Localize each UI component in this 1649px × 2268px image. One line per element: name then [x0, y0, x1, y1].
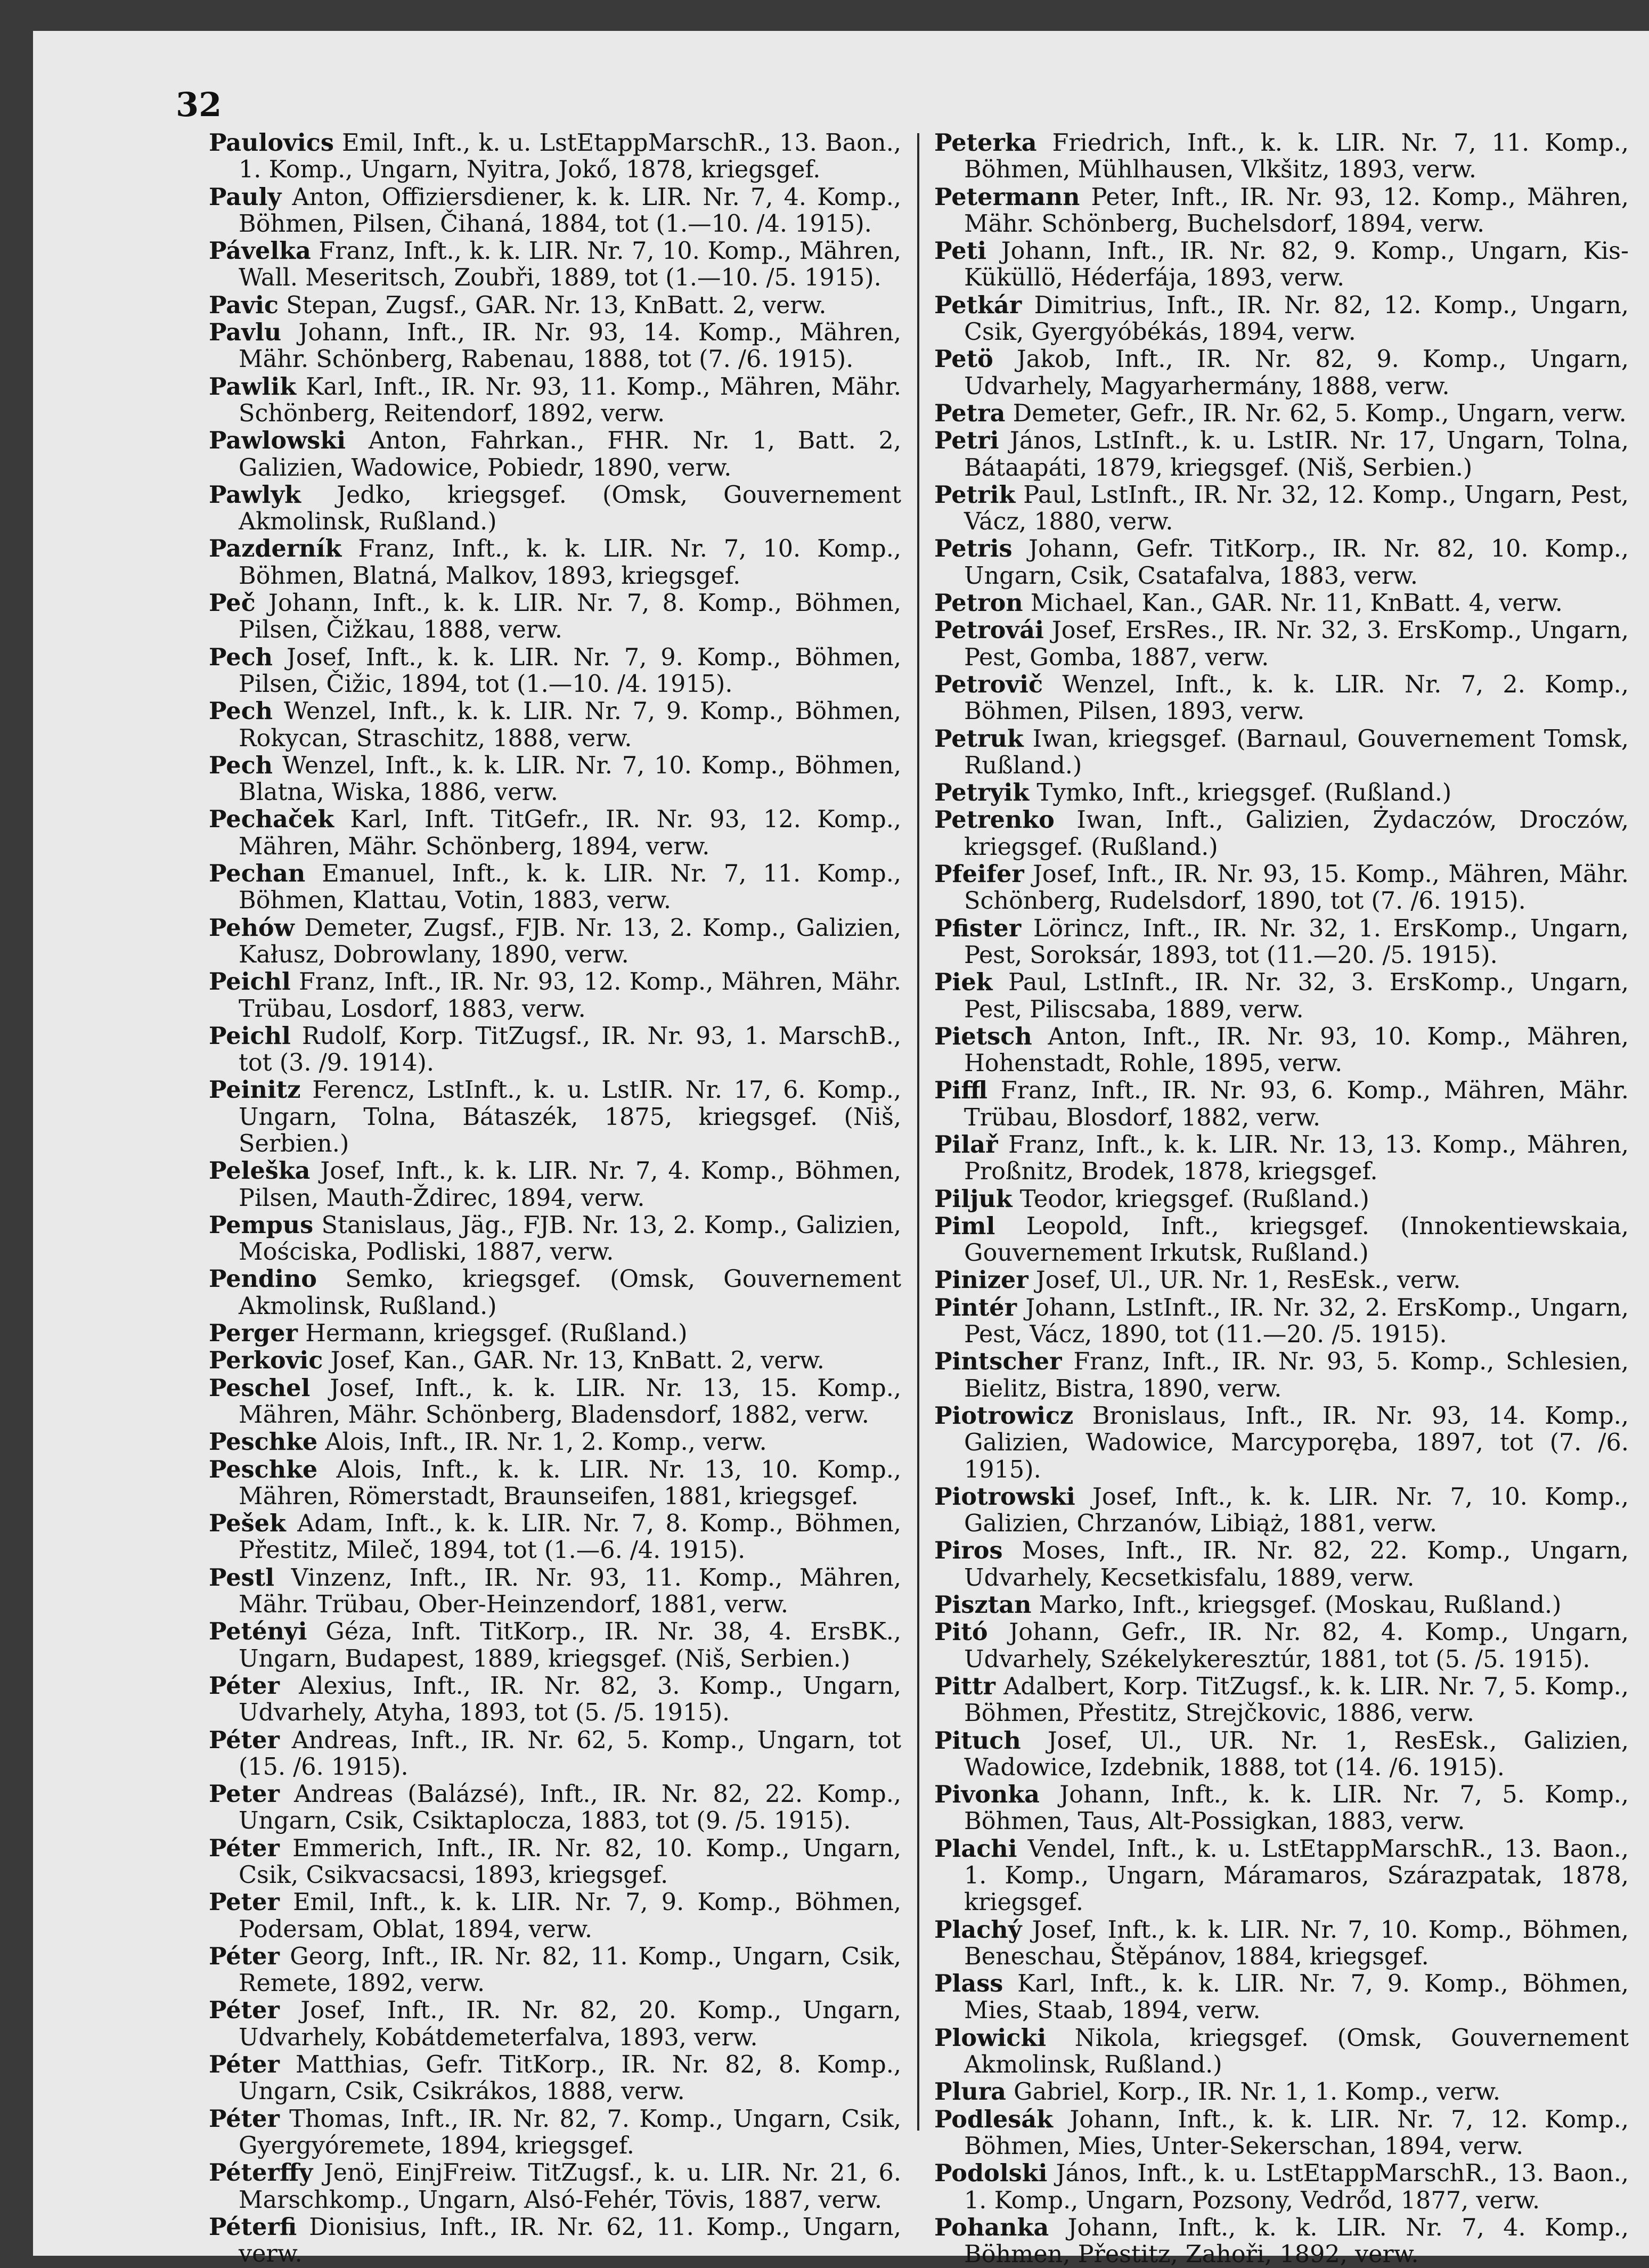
entry-details: Johann, Inft., k. k. LIR. Nr. 7, 12. Komp., Böhmen, Mies, Unter-Sekerschan, 1894, verw.	[964, 2106, 1629, 2160]
casualty-entry	[209, 1997, 901, 2051]
entry-surname: Pitó	[934, 1618, 988, 1646]
entry-surname: Pivonka	[934, 1781, 1040, 1809]
entry-surname: Plachi	[934, 1834, 1017, 1863]
entry-surname: Pfister	[934, 914, 1022, 942]
entry-surname: Petris	[934, 535, 1013, 563]
entry-details: Karl, Inft. TitGefr., IR. Nr. 93, 12. Komp., Mähren, Mähr. Schönberg, 1894, verw.	[239, 806, 901, 860]
entry-surname: Peter	[209, 1780, 280, 1808]
entry-surname: Pintér	[934, 1293, 1017, 1321]
entry-surname: Pisztan	[934, 1591, 1032, 1619]
entry-details: Friedrich, Inft., k. k. LIR. Nr. 7, 11. Komp., Böhmen, Mühlhausen, Vlkšitz, 1893, verw.	[964, 129, 1629, 184]
entry-details: Semko, kriegsgef. (Omsk, Gouvernement Akmolinsk, Rußland.)	[239, 1266, 901, 1320]
casualty-entry	[209, 535, 901, 590]
casualty-entry	[209, 1835, 901, 1889]
entry-details: Iwan, Inft., Galizien, Żydaczów, Droczów, kriegsgef. (Rußland.)	[964, 806, 1629, 861]
entry-surname: Paulovics	[209, 129, 334, 157]
entry-surname: Petermann	[934, 183, 1080, 211]
entry-details: Jedko, kriegsgef. (Omsk, Gouvernement Akmolinsk, Rußland.)	[239, 481, 901, 536]
entry-surname: Péterfi	[209, 2213, 297, 2241]
entry-surname: Petrenko	[934, 806, 1055, 834]
entry-surname: Pávelka	[209, 237, 311, 265]
entry-details: Emanuel, Inft., k. k. LIR. Nr. 7, 11. Komp., Böhmen, Klattau, Votin, 1883, verw.	[239, 860, 901, 915]
entry-details: Johann, Inft., k. k. LIR. Nr. 7, 5. Komp., Böhmen, Taus, Alt-Possigkan, 1883, verw.	[964, 1781, 1629, 1835]
casualty-entry	[934, 1835, 1629, 1916]
entry-details: Andreas (Balázsé), Inft., IR. Nr. 82, 22. Komp., Ungarn, Csik, Csiktaplocza, 1883, tot (9. /5. 1915).	[239, 1781, 901, 1835]
entry-details: Josef, ErsRes., IR. Nr. 32, 3. ErsKomp., Ungarn, Pest, Gomba, 1887, verw.	[964, 617, 1629, 671]
casualty-entry	[209, 1456, 901, 1511]
entry-surname: Petényi	[209, 1618, 307, 1646]
entry-details: Paul, LstInft., IR. Nr. 32, 3. ErsKomp., Ungarn, Pest, Piliscsaba, 1889, verw.	[964, 969, 1629, 1023]
entry-details: Demeter, Zugsf., FJB. Nr. 13, 2. Komp., Galizien, Kałusz, Dobrowlany, 1890, verw.	[239, 914, 901, 968]
casualty-entry	[934, 535, 1629, 590]
entry-details: Josef, Ul., UR. Nr. 1, ResEsk., Galizien, Wadowice, Izdebnik, 1888, tot (14. /6. 1915).	[964, 1727, 1629, 1781]
entry-details: János, Inft., k. u. LstEtappMarschR., 13. Baon., 1. Komp., Ungarn, Pozsony, Vedrőd, 1877, verw.	[964, 2160, 1629, 2214]
casualty-entry	[934, 292, 1629, 346]
entry-details: Johann, Gefr., IR. Nr. 82, 4. Komp., Ungarn, Udvarhely, Székelykeresztúr, 1881, tot (5. /5. 1915).	[964, 1619, 1629, 1673]
entry-details: Wenzel, Inft., k. k. LIR. Nr. 7, 2. Komp., Böhmen, Pilsen, 1893, verw.	[964, 671, 1629, 725]
entry-details: Iwan, kriegsgef. (Barnaul, Gouvernement Tomsk, Rußland.)	[964, 725, 1629, 779]
entry-details: Josef, Inft., k. k. LIR. Nr. 7, 4. Komp., Böhmen, Pilsen, Mauth-Ždirec, 1894, verw.	[239, 1157, 901, 1212]
casualty-entry	[209, 2051, 901, 2106]
entry-surname: Péter	[209, 2104, 280, 2133]
entry-surname: Peschke	[209, 1428, 318, 1456]
entry-details: Johann, LstInft., IR. Nr. 32, 2. ErsKomp., Ungarn, Pest, Vácz, 1890, tot (11.—20. /5. 1915).	[964, 1294, 1629, 1349]
entry-surname: Perger	[209, 1319, 298, 1348]
entry-surname: Peti	[934, 237, 987, 265]
entry-details: Jenö, EinjFreiw. TitZugsf., k. u. LIR. Nr. 21, 6. Marschkomp., Ungarn, Alsó-Fehér, Tövis, 1887, verw.	[239, 2159, 901, 2214]
entry-details: Nikola, kriegsgef. (Omsk, Gouvernement Akmolinsk, Rußland.)	[964, 2024, 1629, 2079]
casualty-entry	[209, 1320, 901, 1347]
entry-details: Georg, Inft., IR. Nr. 82, 11. Komp., Ungarn, Csik, Remete, 1892, verw.	[239, 1943, 901, 1997]
entry-details: Lörincz, Inft., IR. Nr. 32, 1. ErsKomp., Ungarn, Pest, Soroksár, 1893, tot (11.—20. /5. 1915).	[964, 915, 1629, 969]
entry-details: Marko, Inft., kriegsgef. (Moskau, Rußland.)	[1039, 1592, 1562, 1619]
entry-surname: Petri	[934, 427, 999, 455]
entry-surname: Peichl	[209, 1022, 291, 1050]
casualty-entry	[209, 482, 901, 536]
casualty-entry	[934, 1781, 1629, 1835]
casualty-entry	[209, 1618, 901, 1673]
entry-details: Franz, Inft., k. k. LIR. Nr. 7, 10. Komp., Böhmen, Blatná, Malkov, 1893, kriegsgef.	[239, 535, 901, 590]
column-divider	[917, 133, 919, 2131]
entry-surname: Péter	[209, 1671, 280, 1700]
entry-surname: Piek	[934, 968, 993, 997]
entry-surname: Peschke	[209, 1455, 318, 1483]
entry-details: Leopold, Inft., kriegsgef. (Innokentiewskaia, Gouvernement Irkutsk, Rußland.)	[964, 1212, 1629, 1267]
entry-details: Stanislaus, Jäg., FJB. Nr. 13, 2. Komp., Galizien, Mościska, Podliski, 1887, verw.	[239, 1211, 901, 1266]
entry-details: Karl, Inft., k. k. LIR. Nr. 7, 9. Komp., Böhmen, Mies, Staab, 1894, verw.	[964, 1970, 1629, 2025]
entry-details: Johann, Inft., k. k. LIR. Nr. 7, 4. Komp., Böhmen, Přestitz, Zahoři, 1892, verw.	[964, 2214, 1629, 2268]
casualty-entry	[209, 129, 901, 184]
entry-surname: Piljuk	[934, 1185, 1013, 1213]
casualty-entry	[934, 1213, 1629, 1267]
entry-surname: Plachý	[934, 1915, 1022, 1944]
entry-details: Stepan, Zugsf., GAR. Nr. 13, KnBatt. 2, verw.	[286, 291, 827, 319]
casualty-entry	[934, 617, 1629, 671]
casualty-entry	[209, 2106, 901, 2160]
entry-details: Jakob, Inft., IR. Nr. 82, 9. Komp., Ungarn, Udvarhely, Magyarhermány, 1888, verw.	[964, 346, 1629, 400]
entry-details: Franz, Inft., IR. Nr. 93, 6. Komp., Mähren, Mähr. Trübau, Blosdorf, 1882, verw.	[964, 1077, 1629, 1131]
entry-surname: Petkár	[934, 291, 1022, 319]
casualty-entry	[934, 806, 1629, 861]
casualty-entry	[934, 1294, 1629, 1349]
casualty-entry	[934, 427, 1629, 482]
entry-surname: Peter	[209, 1888, 280, 1916]
entry-surname: Pešek	[209, 1510, 286, 1538]
entry-details: Alois, Inft., k. k. LIR. Nr. 13, 10. Komp., Mähren, Römerstadt, Braunseifen, 1881, kriegsgef.	[239, 1456, 901, 1510]
entry-surname: Péterffy	[209, 2159, 313, 2187]
casualty-entry	[209, 1510, 901, 1564]
casualty-entry	[934, 238, 1629, 292]
casualty-entry	[934, 1537, 1629, 1592]
entry-surname: Petra	[934, 399, 1006, 427]
entry-details: Hermann, kriegsgef. (Rußland.)	[305, 1320, 688, 1348]
entry-details: Alois, Inft., IR. Nr. 1, 2. Komp., verw.	[325, 1429, 767, 1456]
entry-details: Anton, Fahrkan., FHR. Nr. 1, Batt. 2, Galizien, Wadowice, Pobiedr, 1890, verw.	[239, 427, 901, 482]
casualty-entry	[934, 2025, 1629, 2079]
casualty-entry	[934, 1348, 1629, 1402]
entry-details: Paul, LstInft., IR. Nr. 32, 12. Komp., Ungarn, Pest, Vácz, 1880, verw.	[964, 481, 1629, 536]
entry-surname: Plowicki	[934, 2024, 1047, 2052]
entry-surname: Pawlik	[209, 372, 297, 401]
entry-details: Josef, Inft., k. k. LIR. Nr. 13, 15. Komp., Mähren, Mähr. Schönberg, Bladensdorf, 1882, verw.	[239, 1374, 901, 1429]
casualty-entry	[934, 184, 1629, 238]
entry-surname: Pazderník	[209, 535, 342, 563]
casualty-entry	[934, 1619, 1629, 1673]
entry-details: Teodor, kriegsgef. (Rußland.)	[1019, 1185, 1369, 1213]
casualty-entry	[209, 915, 901, 969]
casualty-entry	[209, 752, 901, 806]
entry-surname: Petö	[934, 345, 993, 373]
casualty-entry	[209, 806, 901, 860]
entry-surname: Péter	[209, 2051, 280, 2079]
entry-surname: Pech	[209, 751, 273, 779]
entry-surname: Péter	[209, 1726, 280, 1754]
casualty-entry	[209, 698, 901, 752]
casualty-entry	[934, 2078, 1629, 2106]
entry-surname: Petrovái	[934, 616, 1044, 644]
casualty-entry	[934, 1267, 1629, 1294]
entry-details: János, LstInft., k. u. LstIR. Nr. 17, Ungarn, Tolna, Bátaapáti, 1879, kriegsgef. (Niš, Serbien.)	[964, 427, 1629, 482]
entry-surname: Pechan	[209, 860, 306, 888]
entry-details: Emil, Inft., k. k. LIR. Nr. 7, 9. Komp., Böhmen, Podersam, Oblat, 1894, verw.	[239, 1889, 901, 1943]
entry-surname: Pempus	[209, 1211, 314, 1239]
entry-surname: Petrovič	[934, 670, 1043, 698]
casualty-entry	[209, 590, 901, 644]
entry-details: Dimitrius, Inft., IR. Nr. 82, 12. Komp., Ungarn, Csik, Gyergyóbékás, 1894, verw.	[964, 291, 1629, 346]
right-column	[934, 129, 1629, 2268]
entry-surname: Peinitz	[209, 1076, 301, 1104]
entry-details: Vendel, Inft., k. u. LstEtappMarschR., 13. Baon., 1. Komp., Ungarn, Máramaros, Szárazpatak, 1878, kriegsgef.	[964, 1835, 1629, 1916]
entry-details: Vinzenz, Inft., IR. Nr. 93, 11. Komp., Mähren, Mähr. Trübau, Ober-Heinzendorf, 1881, verw.	[239, 1564, 901, 1619]
casualty-entry	[934, 725, 1629, 780]
entry-details: Peter, Inft., IR. Nr. 93, 12. Komp., Mähren, Mähr. Schönberg, Buchelsdorf, 1894, verw.	[964, 183, 1629, 238]
casualty-entry	[209, 427, 901, 482]
left-column	[209, 129, 901, 2267]
entry-details: Josef, Inft., IR. Nr. 93, 15. Komp., Mähren, Mähr. Schönberg, Rudelsdorf, 1890, tot (7. /6. 1915).	[964, 861, 1629, 915]
casualty-entry	[934, 1916, 1629, 1971]
casualty-entry	[209, 860, 901, 915]
entry-details: Wenzel, Inft., k. k. LIR. Nr. 7, 10. Komp., Böhmen, Blatna, Wiska, 1886, verw.	[239, 752, 901, 806]
entry-surname: Podolski	[934, 2159, 1048, 2188]
entry-surname: Pfeifer	[934, 860, 1024, 888]
entry-details: Josef, Inft., k. k. LIR. Nr. 7, 9. Komp., Böhmen, Pilsen, Čižic, 1894, tot (1.—10. /4. 1915).	[239, 643, 901, 698]
entry-surname: Perkovic	[209, 1347, 323, 1375]
casualty-entry	[209, 2159, 901, 2214]
casualty-entry	[934, 1131, 1629, 1186]
page-number: 32	[176, 85, 222, 124]
casualty-entry	[934, 129, 1629, 184]
entry-surname: Péter	[209, 1834, 280, 1862]
entry-details: Wenzel, Inft., k. k. LIR. Nr. 7, 9. Komp., Böhmen, Rokycan, Straschitz, 1888, verw.	[239, 698, 901, 752]
casualty-entry	[209, 238, 901, 292]
casualty-entry	[934, 861, 1629, 915]
entry-surname: Pohanka	[934, 2213, 1049, 2241]
casualty-entry	[934, 346, 1629, 400]
entry-surname: Pehów	[209, 913, 295, 942]
entry-details: Thomas, Inft., IR. Nr. 82, 7. Komp., Ungarn, Csik, Gyergyóremete, 1894, kriegsgef.	[239, 2105, 901, 2159]
entry-surname: Pavlu	[209, 319, 282, 347]
casualty-entry	[209, 1157, 901, 1212]
casualty-entry	[209, 1889, 901, 1943]
casualty-entry	[934, 671, 1629, 725]
casualty-entry	[209, 1673, 901, 1727]
entry-surname: Pauly	[209, 183, 282, 211]
casualty-entry	[934, 1186, 1629, 1213]
casualty-entry	[209, 1212, 901, 1266]
entry-surname: Peleška	[209, 1157, 311, 1185]
casualty-entry	[934, 2160, 1629, 2214]
entry-surname: Pituch	[934, 1726, 1021, 1755]
entry-details: Bronislaus, Inft., IR. Nr. 93, 14. Komp., Galizien, Wadowice, Marcyporęba, 1897, tot (7. /6. 1915).	[964, 1402, 1629, 1483]
casualty-entry	[209, 1564, 901, 1619]
casualty-entry	[209, 1781, 901, 1835]
casualty-entry	[209, 1266, 901, 1320]
casualty-entry	[209, 373, 901, 428]
entry-surname: Petruk	[934, 724, 1024, 753]
casualty-entry	[934, 1023, 1629, 1078]
entry-details: Moses, Inft., IR. Nr. 82, 22. Komp., Ungarn, Udvarhely, Kecsetkisfalu, 1889, verw.	[964, 1537, 1629, 1592]
entry-surname: Piros	[934, 1537, 1003, 1565]
casualty-entry	[934, 1970, 1629, 2025]
entry-details: Josef, Inft., IR. Nr. 82, 20. Komp., Ungarn, Udvarhely, Kobátdemeterfalva, 1893, verw.	[239, 1997, 901, 2051]
casualty-entry	[934, 590, 1629, 617]
casualty-entry	[209, 1943, 901, 1997]
casualty-entry	[934, 2214, 1629, 2268]
entry-details: Franz, Inft., IR. Nr. 93, 12. Komp., Mähren, Mähr. Trübau, Losdorf, 1883, verw.	[239, 968, 901, 1023]
entry-details: Johann, Inft., IR. Nr. 93, 14. Komp., Mähren, Mähr. Schönberg, Rabenau, 1888, tot (7. /6. 1915).	[239, 319, 901, 373]
entry-details: Rudolf, Korp. TitZugsf., IR. Nr. 93, 1. MarschB., tot (3. /9. 1914).	[239, 1022, 901, 1077]
casualty-entry	[209, 2214, 901, 2268]
casualty-entry	[209, 1375, 901, 1429]
casualty-entry	[934, 1483, 1629, 1538]
entry-surname: Podlesák	[934, 2105, 1053, 2133]
entry-surname: Piotrowski	[934, 1482, 1075, 1511]
casualty-entry	[934, 1077, 1629, 1131]
casualty-entry	[934, 1727, 1629, 1782]
entry-surname: Pavic	[209, 291, 279, 319]
entry-details: Alexius, Inft., IR. Nr. 82, 3. Komp., Ungarn, Udvarhely, Atyha, 1893, tot (5. /5. 1915).	[239, 1672, 901, 1727]
entry-details: Franz, Inft., IR. Nr. 93, 5. Komp., Schlesien, Bielitz, Bistra, 1890, verw.	[964, 1348, 1629, 1402]
entry-surname: Pech	[209, 697, 273, 725]
entry-details: Josef, Ul., UR. Nr. 1, ResEsk., verw.	[1035, 1267, 1461, 1294]
entry-surname: Piml	[934, 1212, 995, 1240]
entry-details: Géza, Inft. TitKorp., IR. Nr. 38, 4. ErsBK., Ungarn, Budapest, 1889, kriegsgef. (Niš, Serbien.)	[239, 1618, 901, 1673]
entry-details: Ferencz, LstInft., k. u. LstIR. Nr. 17, 6. Komp., Ungarn, Tolna, Bátaszék, 1875, kriegsgef. (Niš, Serbien.)	[239, 1076, 901, 1157]
entry-surname: Petryik	[934, 779, 1030, 807]
entry-surname: Pech	[209, 643, 273, 671]
entry-surname: Pietsch	[934, 1022, 1032, 1050]
entry-details: Josef, Inft., k. k. LIR. Nr. 7, 10. Komp., Galizien, Chrzanów, Libiąż, 1881, verw.	[964, 1483, 1629, 1538]
entry-details: Johann, Inft., k. k. LIR. Nr. 7, 8. Komp., Böhmen, Pilsen, Čižkau, 1888, verw.	[239, 590, 901, 644]
entry-details: Adam, Inft., k. k. LIR. Nr. 7, 8. Komp., Böhmen, Přestitz, Mileč, 1894, tot (1.—6. /4. 1915).	[239, 1510, 901, 1564]
casualty-entry	[209, 292, 901, 319]
entry-surname: Peichl	[209, 968, 291, 996]
entry-details: Johann, Inft., IR. Nr. 82, 9. Komp., Ungarn, Kis-Küküllö, Héderfája, 1893, verw.	[964, 238, 1629, 292]
casualty-entry	[934, 400, 1629, 427]
entry-surname: Plass	[934, 1970, 1003, 1998]
entry-details: Franz, Inft., k. k. LIR. Nr. 7, 10. Komp., Mähren, Wall. Meseritsch, Zoubři, 1889, tot (1.—10. /5. 1915).	[239, 238, 901, 292]
entry-details: Dionisius, Inft., IR. Nr. 62, 11. Komp., Ungarn, verw.	[239, 2213, 901, 2268]
casualty-entry	[934, 1673, 1629, 1727]
entry-details: Michael, Kan., GAR. Nr. 11, KnBatt. 4, verw.	[1030, 590, 1563, 617]
entry-surname: Péter	[209, 1942, 280, 1970]
entry-surname: Piffl	[934, 1076, 988, 1105]
casualty-entry	[934, 915, 1629, 969]
casualty-entry	[209, 1347, 901, 1374]
entry-details: Anton, Offiziersdiener, k. k. LIR. Nr. 7, 4. Komp., Böhmen, Pilsen, Čihaná, 1884, tot (1.—10. /4. 1915).	[239, 183, 901, 238]
casualty-entry	[209, 1727, 901, 1781]
entry-details: Johann, Gefr. TitKorp., IR. Nr. 82, 10. Komp., Ungarn, Csik, Csatafalva, 1883, verw.	[964, 535, 1629, 590]
entry-details: Josef, Kan., GAR. Nr. 13, KnBatt. 2, verw.	[330, 1347, 824, 1375]
casualty-entry	[934, 969, 1629, 1023]
casualty-entry	[209, 644, 901, 698]
entry-details: Gabriel, Korp., IR. Nr. 1, 1. Komp., verw.	[1014, 2078, 1500, 2106]
casualty-entry	[934, 2106, 1629, 2160]
casualty-entry	[209, 1429, 901, 1456]
entry-surname: Pendino	[209, 1265, 317, 1293]
entry-surname: Pintscher	[934, 1348, 1062, 1376]
entry-surname: Piotrowicz	[934, 1401, 1074, 1430]
entry-details: Demeter, Gefr., IR. Nr. 62, 5. Komp., Ungarn, verw.	[1013, 399, 1627, 427]
entry-surname: Pestl	[209, 1563, 275, 1592]
entry-surname: Pinizer	[934, 1266, 1028, 1294]
entry-details: Adalbert, Korp. TitZugsf., k. k. LIR. Nr. 7, 5. Komp., Böhmen, Přestitz, Strejčkovic, 1886, verw.	[964, 1673, 1629, 1727]
entry-details: Karl, Inft., IR. Nr. 93, 11. Komp., Mähren, Mähr. Schönberg, Reitendorf, 1892, verw.	[239, 373, 901, 427]
entry-surname: Pawlyk	[209, 480, 301, 509]
entry-surname: Plura	[934, 2078, 1006, 2106]
casualty-entry	[934, 1592, 1629, 1619]
casualty-entry	[209, 319, 901, 373]
entry-details: Franz, Inft., k. k. LIR. Nr. 13, 13. Komp., Mähren, Proßnitz, Brodek, 1878, kriegsgef.	[964, 1131, 1629, 1186]
casualty-entry	[934, 482, 1629, 536]
casualty-entry	[209, 1023, 901, 1077]
entry-surname: Peč	[209, 589, 256, 617]
entry-details: Anton, Inft., IR. Nr. 93, 10. Komp., Mähren, Hohenstadt, Rohle, 1895, verw.	[964, 1023, 1629, 1078]
entry-details: Tymko, Inft., kriegsgef. (Rußland.)	[1036, 779, 1452, 807]
casualty-entry	[934, 1402, 1629, 1483]
entry-details: Andreas, Inft., IR. Nr. 62, 5. Komp., Ungarn, tot (15. /6. 1915).	[239, 1726, 901, 1781]
entry-surname: Pittr	[934, 1672, 995, 1700]
entry-details: Emmerich, Inft., IR. Nr. 82, 10. Komp., Ungarn, Csik, Csikvacsacsi, 1893, kriegsgef.	[239, 1834, 901, 1889]
entry-surname: Peschel	[209, 1374, 311, 1402]
entry-surname: Petron	[934, 589, 1023, 617]
entry-surname: Peterka	[934, 129, 1037, 157]
casualty-entry	[934, 779, 1629, 806]
entry-surname: Pechaček	[209, 805, 334, 834]
casualty-entry	[209, 968, 901, 1023]
entry-surname: Pilař	[934, 1130, 998, 1159]
entry-surname: Petrik	[934, 480, 1016, 509]
entry-surname: Pawlowski	[209, 427, 346, 455]
casualty-entry	[209, 184, 901, 238]
entry-details: Matthias, Gefr. TitKorp., IR. Nr. 82, 8. Komp., Ungarn, Csik, Csikrákos, 1888, verw.	[239, 2051, 901, 2106]
casualty-entry	[209, 1076, 901, 1157]
entry-surname: Péter	[209, 1996, 280, 2025]
entry-details: Josef, Inft., k. k. LIR. Nr. 7, 10. Komp., Böhmen, Beneschau, Štěpánov, 1884, kriegsgef.	[964, 1916, 1629, 1970]
entry-details: Emil, Inft., k. u. LstEtappMarschR., 13. Baon., 1. Komp., Ungarn, Nyitra, Jokő, 1878, kriegsgef.	[239, 129, 901, 184]
